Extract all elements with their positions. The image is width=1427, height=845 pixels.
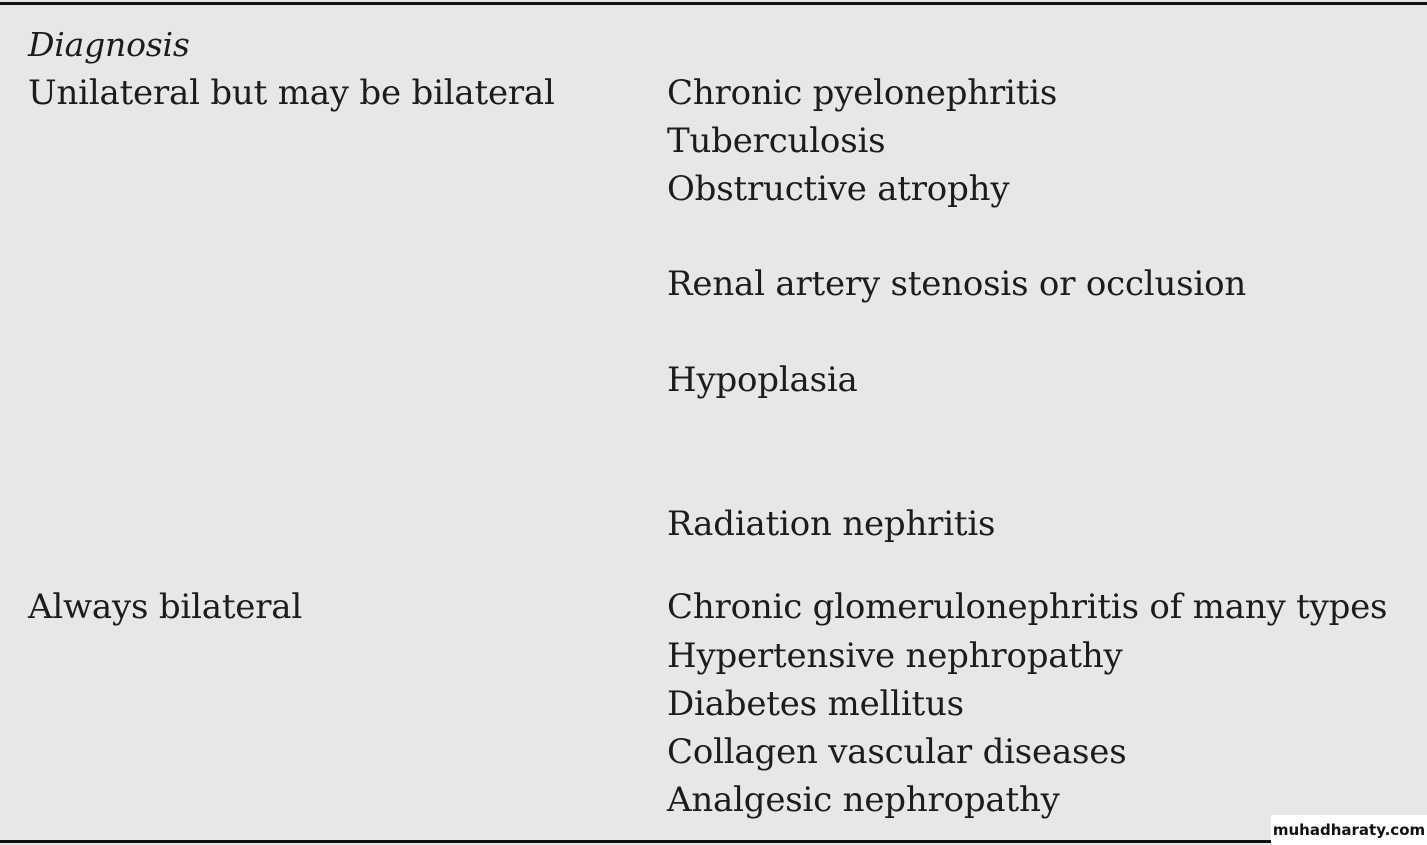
list-item: Renal artery stenosis or occlusion: [667, 264, 1247, 304]
bottom-rule: [0, 840, 1427, 843]
list-item: Collagen vascular diseases: [667, 732, 1127, 772]
list-item: Radiation nephritis: [667, 504, 996, 544]
list-item: Tuberculosis: [667, 121, 886, 161]
column-header-diagnosis: Diagnosis: [28, 25, 190, 64]
list-item: Chronic glomerulonephritis of many types: [667, 587, 1388, 627]
list-item: Obstructive atrophy: [667, 169, 1010, 209]
watermark: muhadharaty.com: [1271, 815, 1427, 845]
list-item: Diabetes mellitus: [667, 684, 964, 724]
top-rule: [0, 2, 1427, 5]
list-item: Chronic pyelonephritis: [667, 73, 1058, 113]
group-label-bilateral: Always bilateral: [28, 587, 303, 627]
group-label-unilateral: Unilateral but may be bilateral: [28, 73, 555, 113]
list-item: Analgesic nephropathy: [667, 780, 1060, 820]
list-item: Hypoplasia: [667, 360, 858, 400]
list-item: Hypertensive nephropathy: [667, 636, 1123, 676]
